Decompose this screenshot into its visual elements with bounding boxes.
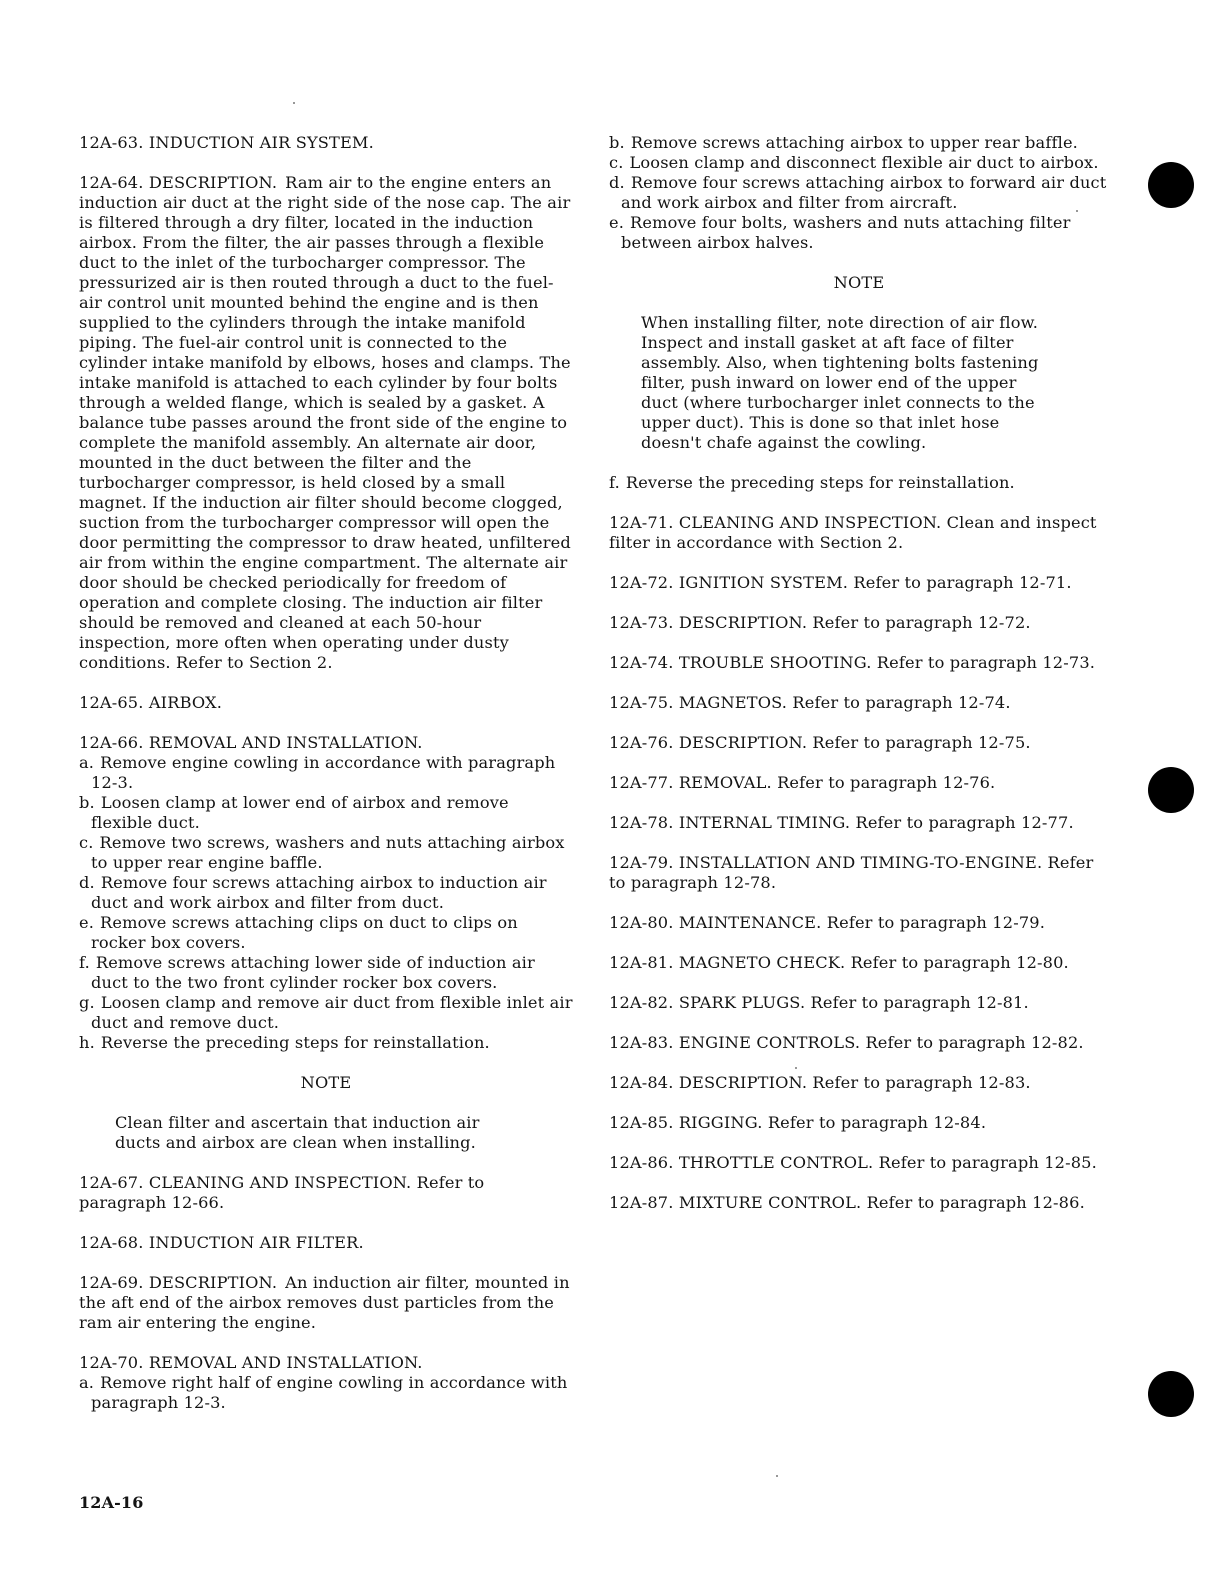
reference-paragraph: 12A-76. DESCRIPTION. Refer to paragraph 12-75. [609,733,1031,752]
step-item: d. Remove four screws attaching airbox to forward air duct and work airbox and filter from aircraft. [609,173,1107,212]
reference-paragraph: 12A-87. MIXTURE CONTROL. Refer to paragraph 12-86. [609,1193,1085,1212]
note-body: When installing filter, note direction of air flow. Inspect and install gasket at aft face of filter assembly. Also, when tightening bolts fastening filter, push inward on lower end of the upper duct (where turbocharger inlet connects to the upper duct). This is done so that inlet hose doesn't chafe against the cowling. [641,313,1039,452]
reference-paragraph: 12A-77. REMOVAL. Refer to paragraph 12-76. [609,773,996,792]
spacer [609,493,1109,513]
section-12a-64-body: Ram air to the engine enters an induction air duct at the right side of the nose cap. The air is filtered through a dry filter, located in the induction airbox. From the filter, the air passes through a flexible duct to the inlet of the turbocharger compressor. The pressurized air is then routed through a duct to the fuel-air control unit mounted behind the engine and is then supplied to the cylinders through the intake manifold piping. The fuel-air control unit is connected to the cylinder intake manifold by elbows, hoses and clamps. The intake manifold is attached to each cylinder by four bolts through a welded flange, which is sealed by a gasket. A balance tube passes around the front side of the engine to complete the manifold assembly. An alternate air door, mounted in the duct between the filter and the turbocharger compressor, is held closed by a small magnet. If the induction air filter should become clogged, suction from the turbocharger compressor will open the door permitting the compressor to draw heated, unfiltered air from within the engine compartment. The alternate air door should be checked periodically for freedom of operation and complete closing. The induction air filter should be removed and cleaned at each 50-hour inspection, more often when operating under dusty conditions. Refer to Section 2. [79,173,571,672]
reference-paragraph: 12A-84. DESCRIPTION. Refer to paragraph 12-83. [609,1073,1031,1092]
right-column [609,133,1109,1233]
section-12a-65-heading: 12A-65. AIRBOX. [79,693,223,712]
reference-paragraph: 12A-72. IGNITION SYSTEM. Refer to paragraph 12-71. [609,573,1072,592]
section-12a-69 [79,1273,573,1333]
reference-paragraph: 12A-73. DESCRIPTION. Refer to paragraph 12-72. [609,613,1031,632]
step-item: d. Remove four screws attaching airbox to induction air duct and work airbox and filter from duct. [79,873,547,912]
note-body: Clean filter and ascertain that induction air ducts and airbox are clean when installing. [115,1113,480,1152]
section-12a-63-heading: 12A-63. INDUCTION AIR SYSTEM. [79,133,374,152]
reference-paragraph: 12A-75. MAGNETOS. Refer to paragraph 12-74. [609,693,1011,712]
step-item: b. Loosen clamp at lower end of airbox and remove flexible duct. [79,793,509,832]
reference-paragraph: 12A-86. THROTTLE CONTROL. Refer to paragraph 12-85. [609,1153,1097,1172]
reference-paragraph: 12A-71. CLEANING AND INSPECTION. Clean and inspect filter in accordance with Section 2. [609,513,1097,552]
reference-paragraph: 12A-78. INTERNAL TIMING. Refer to paragraph 12-77. [609,813,1074,832]
step-item: b. Remove screws attaching airbox to upper rear baffle. [609,133,1078,152]
section-12a-69-body: An induction air filter, mounted in the aft end of the airbox removes dust particles from the ram air entering the engine. [79,1273,570,1332]
section-12a-70-steps-continued [609,133,1109,253]
step-item: c. Loosen clamp and disconnect flexible air duct to airbox. [609,153,1099,172]
section-12a-64-heading: 12A-64. DESCRIPTION. [79,173,278,192]
reference-paragraph: 12A-82. SPARK PLUGS. Refer to paragraph 12-81. [609,993,1029,1012]
step-item: c. Remove two screws, washers and nuts attaching airbox to upper rear engine baffle. [79,833,565,872]
reference-paragraph: 12A-83. ENGINE CONTROLS. Refer to paragraph 12-82. [609,1033,1084,1052]
reference-paragraph: 12A-79. INSTALLATION AND TIMING-TO-ENGINE. Refer to paragraph 12-78. [609,853,1094,892]
left-column [79,133,573,1413]
section-12a-70-heading: 12A-70. REMOVAL AND INSTALLATION. [79,1353,423,1372]
step-item: e. Remove four bolts, washers and nuts attaching filter between airbox halves. [609,213,1071,252]
section-12a-64 [79,173,573,673]
note-title: NOTE [833,273,885,292]
note-title: NOTE [300,1073,352,1092]
step-item: a. Remove right half of engine cowling in accordance with paragraph 12-3. [79,1373,568,1412]
scan-speck [293,102,295,104]
punch-hole-top [1148,162,1194,208]
reference-list [609,513,1109,1213]
punch-hole-middle [1148,767,1194,813]
step-item: e. Remove screws attaching clips on duct to clips on rocker box covers. [79,913,518,952]
spacer [79,1053,573,1073]
step-item: f. Reverse the preceding steps for reinstallation. [609,473,1015,492]
punch-hole-bottom [1148,1371,1194,1417]
section-12a-69-heading: 12A-69. DESCRIPTION. [79,1273,278,1292]
reference-paragraph: 12A-81. MAGNETO CHECK. Refer to paragraph 12-80. [609,953,1069,972]
step-item: g. Loosen clamp and remove air duct from flexible inlet air duct and remove duct. [79,993,573,1032]
spacer [609,253,1109,273]
section-12a-68-heading: 12A-68. INDUCTION AIR FILTER. [79,1233,364,1252]
reference-paragraph: 12A-80. MAINTENANCE. Refer to paragraph 12-79. [609,913,1046,932]
section-12a-66-heading: 12A-66. REMOVAL AND INSTALLATION. [79,733,423,752]
step-item: a. Remove engine cowling in accordance with paragraph 12-3. [79,753,556,792]
step-item: h. Reverse the preceding steps for reinstallation. [79,1033,490,1052]
scan-speck [776,1475,778,1477]
page-number: 12A-16 [79,1493,144,1512]
section-12a-67: 12A-67. CLEANING AND INSPECTION. Refer to paragraph 12-66. [79,1173,485,1212]
reference-paragraph: 12A-85. RIGGING. Refer to paragraph 12-84. [609,1113,987,1132]
section-12a-66-steps [79,753,573,1053]
reference-paragraph: 12A-74. TROUBLE SHOOTING. Refer to paragraph 12-73. [609,653,1096,672]
step-item: f. Remove screws attaching lower side of induction air duct to the two front cylinder rocker box covers. [79,953,535,992]
